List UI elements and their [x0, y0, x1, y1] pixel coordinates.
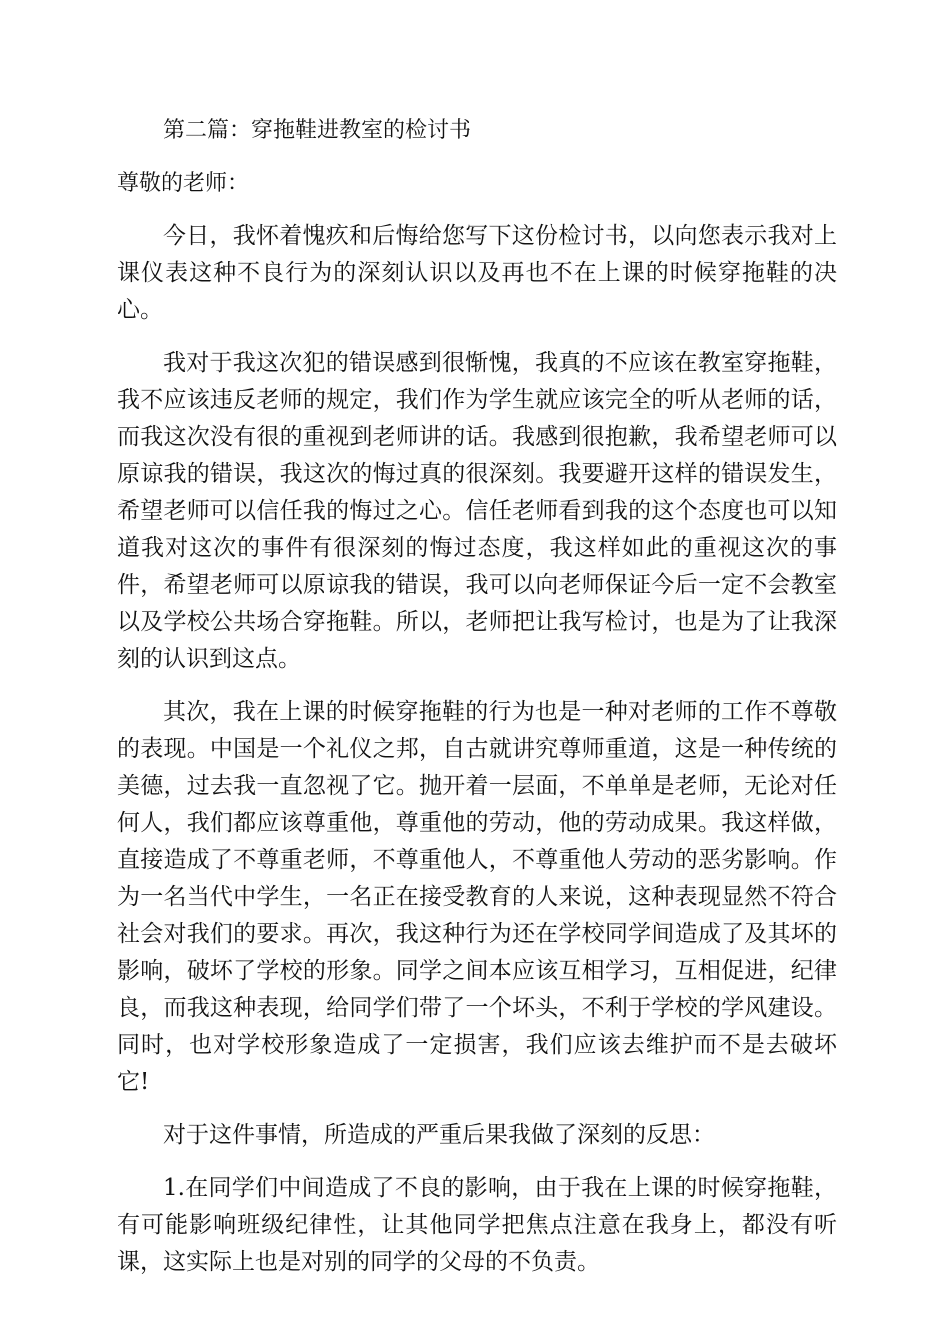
paragraph-remorse: 我对于我这次犯的错误感到很惭愧，我真的不应该在教室穿拖鞋，我不应该违反老师的规定，我们作为学生就应该完全的听从老师的话，而我这次没有很的重视到老师讲的话。我感到很抱歉，我希望老师可以原谅我的错误，我这次的悔过真的很深刻。我要避开这样的错误发生，希望老师可以信任我的悔过之心。信任老师看到我的这个态度也可以知道我对这次的事件有很深刻的悔过态度，我这样如此的重视这次的事件，希望老师可以原谅我的错误，我可以向老师保证今后一定不会教室以及学校公共场合穿拖鞋。所以，老师把让我写检讨，也是为了让我深刻的认识到这点。	[117, 350, 837, 672]
paragraph-reflection: 对于这件事情，所造成的严重后果我做了深刻的反思：	[163, 1122, 715, 1148]
paragraph-intro: 今日，我怀着愧疚和后悔给您写下这份检讨书，以向您表示我对上课仪表这种不良行为的深刻认识以及再也不在上课的时候穿拖鞋的决心。	[117, 223, 837, 323]
salutation: 尊敬的老师：	[117, 171, 250, 196]
paragraph-point-1: 1.在同学们中间造成了不良的影响，由于我在上课的时候穿拖鞋，有可能影响班级纪律性，让其他同学把焦点注意在我身上，都没有听课，这实际上也是对别的同学的父母的不负责。	[117, 1175, 837, 1275]
paragraph-respect: 其次，我在上课的时候穿拖鞋的行为也是一种对老师的工作不尊敬的表现。中国是一个礼仪之邦，自古就讲究尊师重道，这是一种传统的美德，过去我一直忽视了它。抛开着一层面，不单单是老师，无论对任何人，我们都应该尊重他，尊重他的劳动，他的劳动成果。我这样做，直接造成了不尊重老师，不尊重他人，不尊重他人劳动的恶劣影响。作为一名当代中学生，一名正在接受教育的人来说，这种表现显然不符合社会对我们的要求。再次，我这种行为还在学校同学间造成了及其坏的影响，破坏了学校的形象。同学之间本应该互相学习，互相促进，纪律良，而我这种表现，给同学们带了一个坏头，不利于学校的学风建设。同时，也对学校形象造成了一定损害，我们应该去维护而不是去破坏它!	[117, 699, 837, 1095]
document-title: 第二篇：穿拖鞋进教室的检讨书	[163, 118, 472, 143]
document-body	[117, 112, 837, 1297]
